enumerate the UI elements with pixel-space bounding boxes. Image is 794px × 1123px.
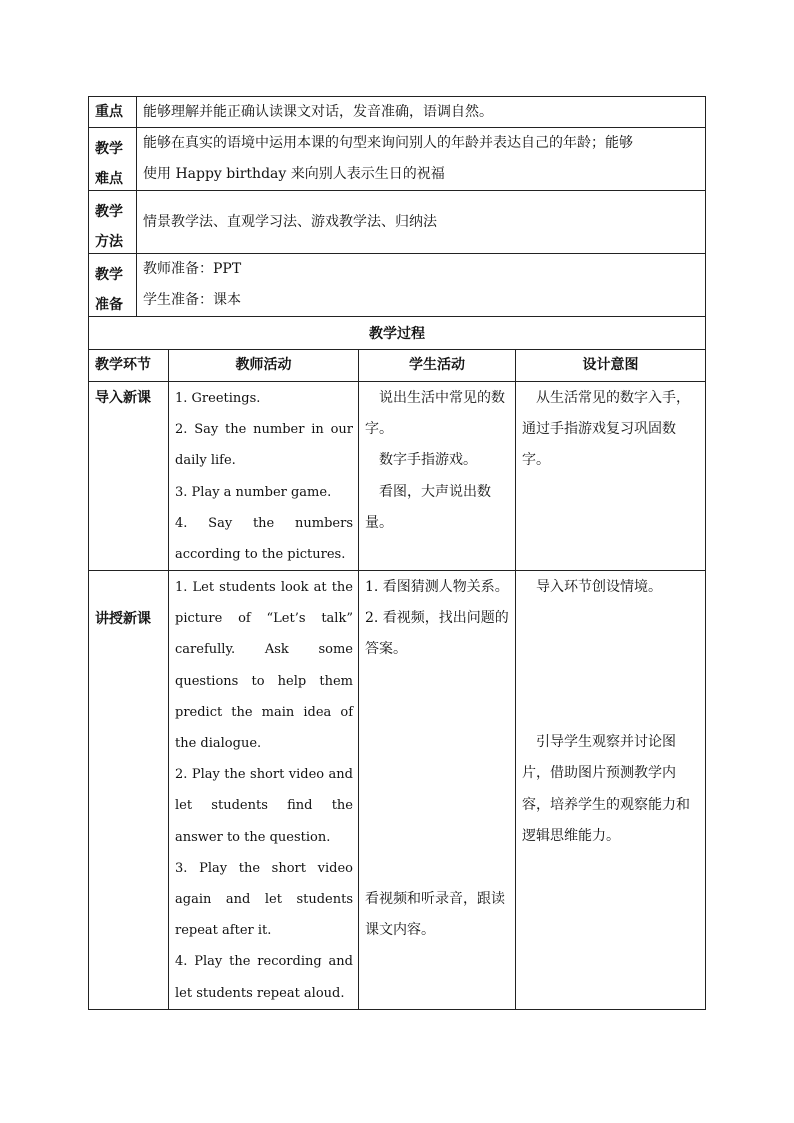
stage-name: 讲授新课 [89,571,169,1009]
process-title: 教学过程 [89,317,705,350]
preparation-text [137,254,705,316]
teacher-activities [169,382,359,570]
stage-row-intro [89,382,705,571]
student-activities [359,382,516,570]
difficulties-label-line1: 教学 [95,141,123,157]
teacher-activity: 3. Play a number game. [175,484,332,500]
student-activity: 1. 看图猜测人物关系。 [365,579,509,595]
teacher-prep: 教师准备：PPT [143,261,242,277]
preparation-row [89,254,705,317]
teacher-activity: 4. Play the recording and let students repeat aloud. [175,954,353,1001]
lesson-plan-table [88,96,706,1010]
difficulties-row [89,128,705,191]
methods-text: 情景教学法、直观学习法、游戏教学法、归纳法 [143,213,437,230]
key-points-text: 能够理解并能正确认读课文对话，发音准确，语调自然。 [143,104,493,120]
preparation-label-line1: 教学 [95,267,123,283]
key-points-label: 重点 [89,97,137,127]
teacher-activity: 3. Play the short video again and let students repeat after it. [175,860,353,939]
intent-text: 导入环节创设情境。 [536,579,662,595]
student-activity: 看视频和听录音，跟读课文内容。 [365,890,505,938]
methods-label-line2: 方法 [95,234,123,250]
teacher-activity: 2. Say the number in our daily life. [175,422,353,469]
stage-name: 导入新课 [89,382,169,570]
methods-row [89,191,705,254]
key-points-row [89,97,705,128]
teacher-activity: 1. Greetings. [175,391,261,406]
preparation-label-line2: 准备 [95,297,123,313]
teacher-activity: 4. Say the numbers according to the pictures. [175,515,353,563]
methods-label [89,191,137,253]
teacher-activity: 1. Let students look at the picture of “Let’s talk” carefully. Ask some questions to help them predict the main idea of the dialogue. [175,580,353,752]
student-activity: 说出生活中常见的数字。 [365,390,505,438]
header-stage: 教学环节 [89,350,169,381]
teacher-activities [169,571,359,1009]
design-intent [516,571,705,1009]
header-teacher: 教师活动 [169,350,359,381]
difficulties-text [137,128,705,190]
student-prep: 学生准备：课本 [143,292,241,308]
student-activity: 2. 看视频，找出问题的答案。 [365,610,509,658]
intent-text: 引导学生观察并讨论图片，借助图片预测教学内容，培养学生的观察能力和逻辑思维能力。 [522,734,690,844]
stage-row-new [89,571,705,1009]
methods-label-line1: 教学 [95,204,123,220]
header-student: 学生活动 [359,350,516,381]
student-activities [359,571,516,1009]
teacher-activity: 2. Play the short video and let students find the answer to the question. [175,767,353,845]
student-activity: 数字手指游戏。 [379,452,477,469]
design-intent [516,382,705,570]
difficulties-line2: 使用 Happy birthday 来向别人表示生日的祝福 [143,166,445,182]
difficulties-line1: 能够在真实的语境中运用本课的句型来询问别人的年龄并表达自己的年龄；能够 [143,135,633,151]
intent-text: 从生活常见的数字入手，通过手指游戏复习巩固数字。 [522,390,690,469]
header-intent: 设计意图 [582,357,639,373]
difficulties-label-line2: 难点 [95,171,123,187]
process-header-row [89,350,705,382]
student-activity: 看图，大声说出数量。 [365,483,491,531]
difficulties-label [89,128,137,190]
preparation-label [89,254,137,316]
